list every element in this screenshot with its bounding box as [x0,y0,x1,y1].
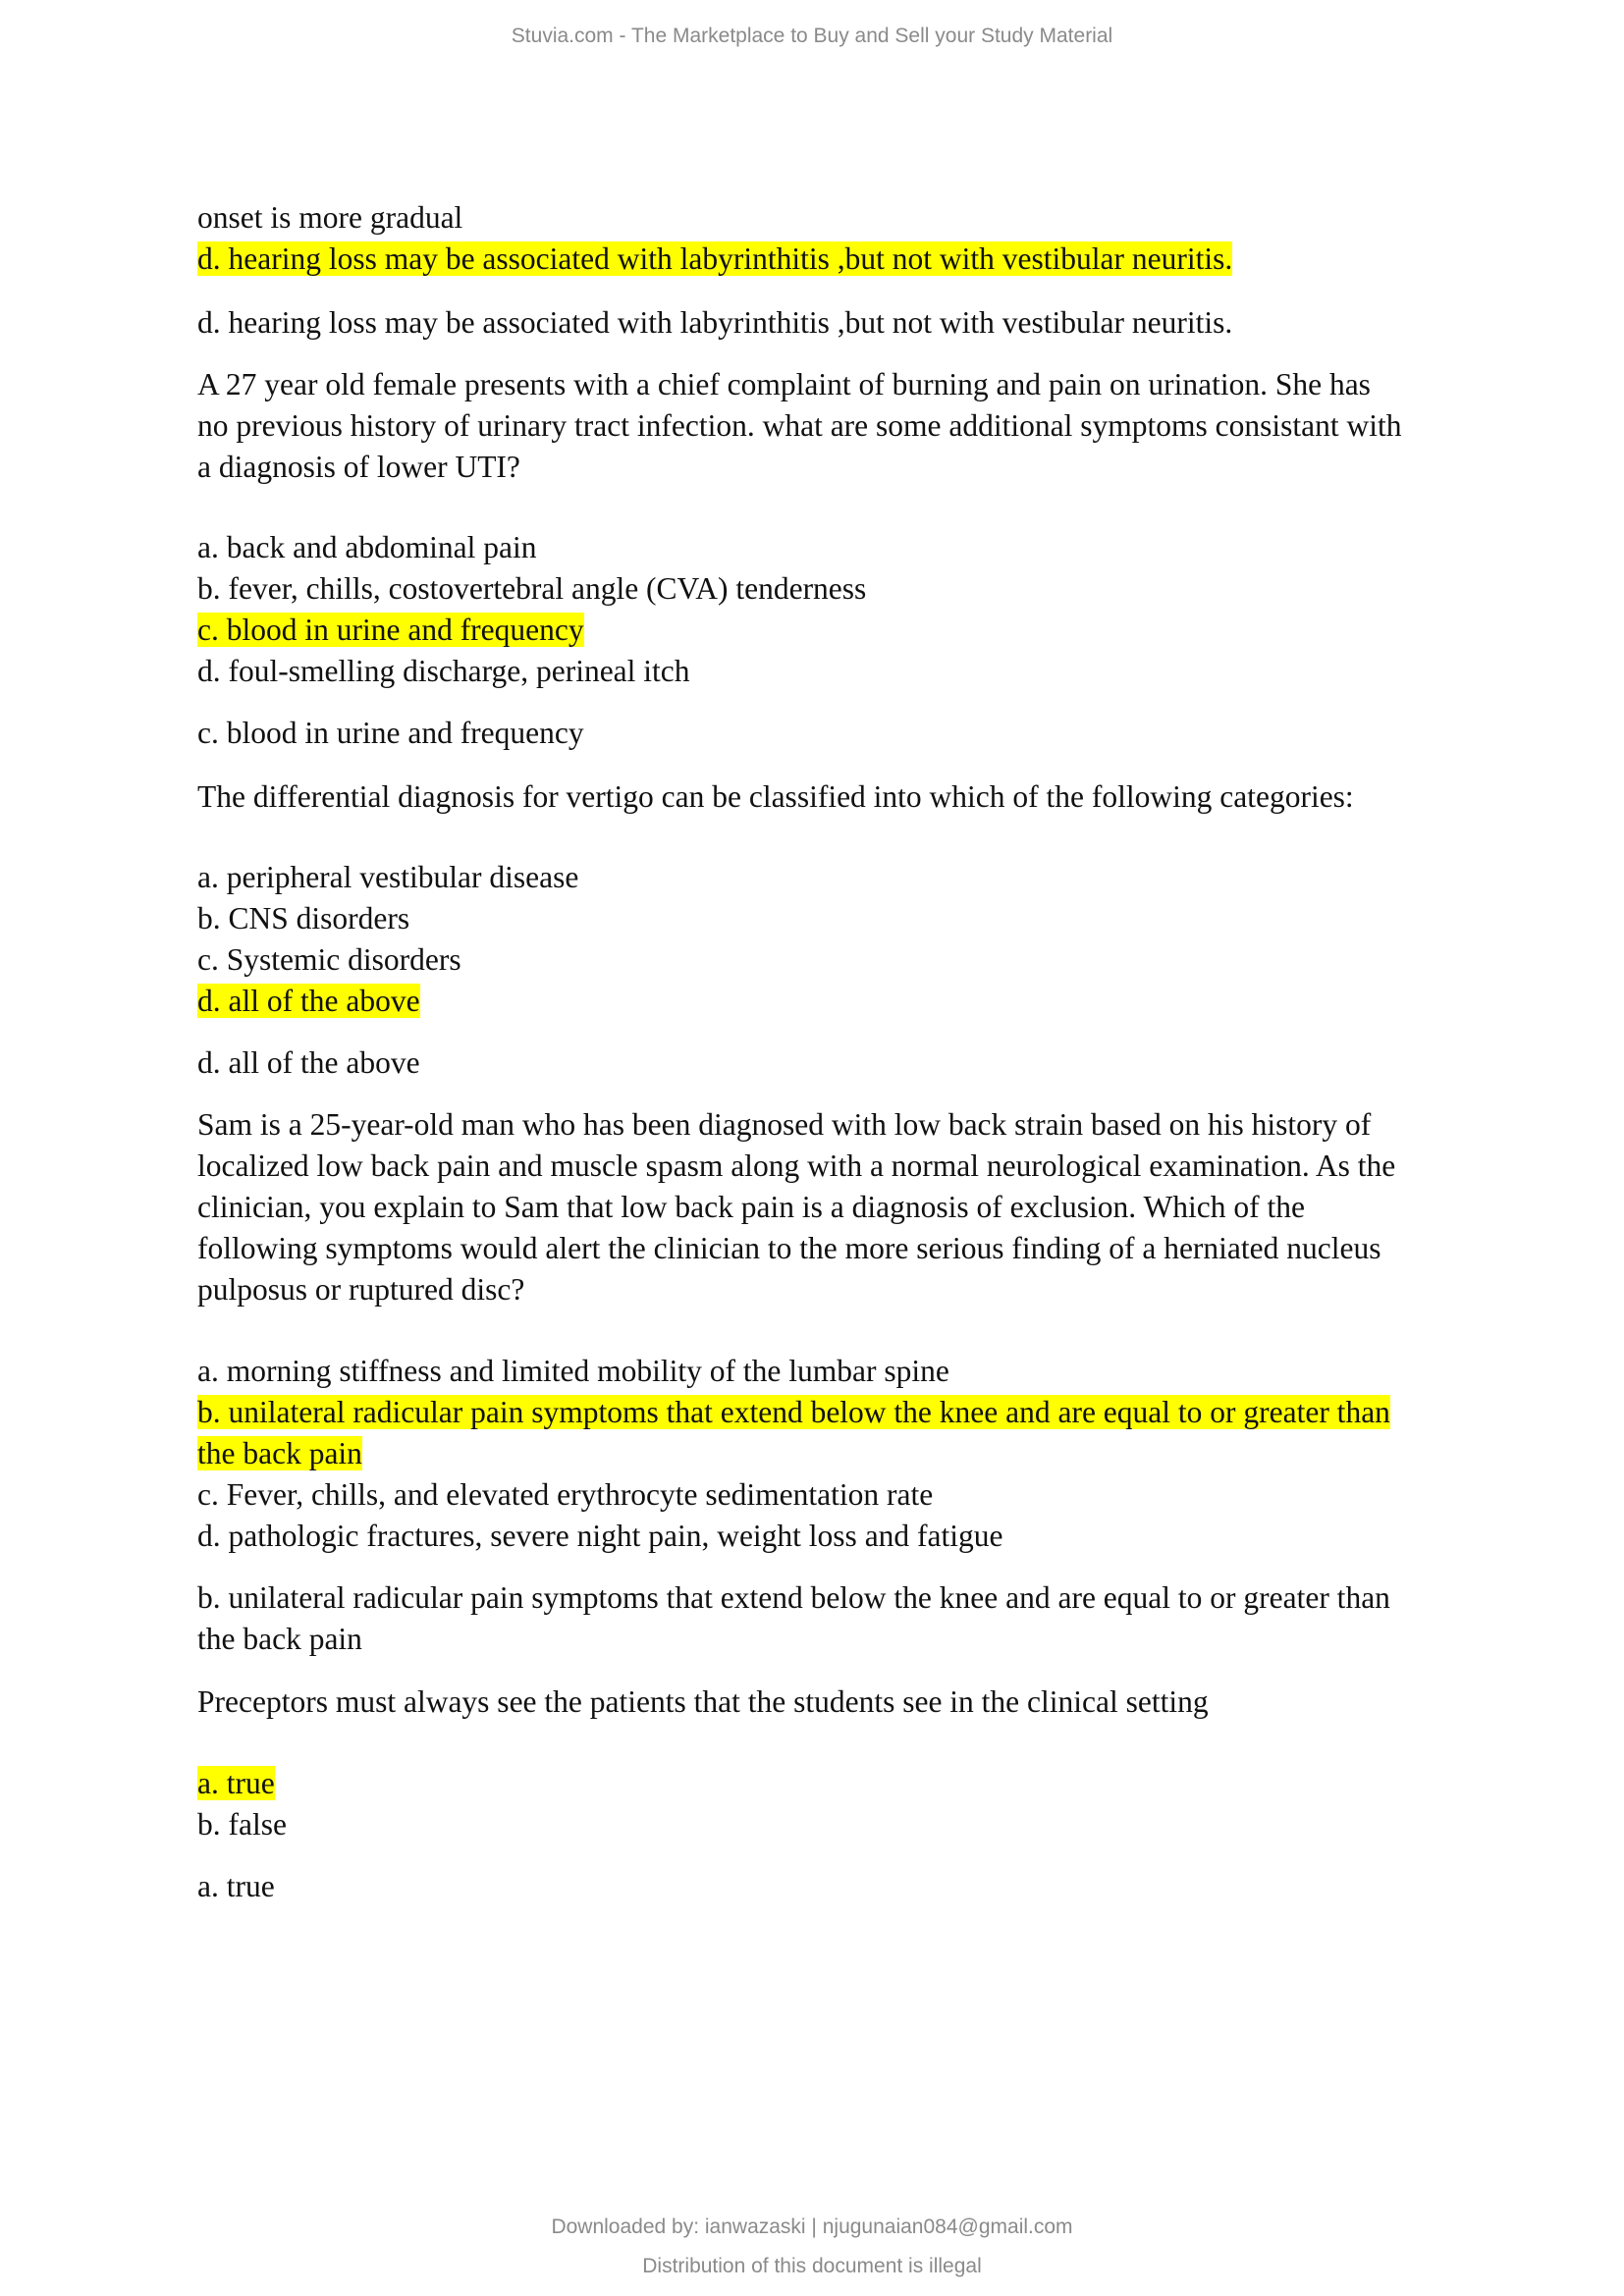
text-line [197,654,690,689]
line-text: c. Systemic disorders [197,942,461,977]
text-line [197,1477,933,1513]
line-text: localized low back pain and muscle spasm along with a normal neurological examination. As the [197,1148,1396,1183]
footer-notice: Distribution of this document is illegal [642,2255,982,2277]
text-line [197,1519,1003,1554]
text-line [197,1807,287,1842]
text-line [197,1045,420,1081]
line-text: the back pain [197,1621,362,1656]
line-text: a. peripheral vestibular disease [197,860,579,894]
text-line [197,530,537,565]
text-line [197,305,1232,341]
line-text: clinician, you explain to Sam that low back pain is a diagnosis of exclusion. Which of the [197,1190,1305,1224]
line-text: a. true [197,1868,275,1903]
text-line [197,1272,524,1308]
line-text: d. pathologic fractures, severe night pain, weight loss and fatigue [197,1518,1003,1553]
line-text: A 27 year old female presents with a chief complaint of burning and pain on urination. She has [197,366,1371,401]
text-line [197,1395,1390,1430]
highlighted-answer: the back pain [197,1435,362,1470]
line-text: b. unilateral radicular pain symptoms that extend below the knee and are equal to or greater than [197,1579,1390,1615]
text-line [197,200,462,236]
text-line [197,984,420,1019]
line-text: d. foul-smelling discharge, perineal itch [197,654,690,688]
line-text: Sam is a 25-year-old man who has been diagnosed with low back strain based on his history of [197,1107,1372,1142]
text-line [197,408,1402,444]
text-line [197,571,866,607]
text-line [197,942,461,978]
footer-downloaded-by: Downloaded by: ianwazaski | njugunaian084@gmail.com [551,2216,1073,2238]
line-text: a. morning stiffness and limited mobility of the lumbar spine [197,1353,949,1388]
highlighted-answer: b. unilateral radicular pain symptoms that extend below the knee and are equal to or greater than [197,1394,1390,1429]
text-line [197,1231,1380,1266]
text-line [197,1622,362,1657]
line-text: b. false [197,1806,287,1842]
line-text: b. CNS disorders [197,901,410,935]
text-line [197,613,584,648]
line-text: b. fever, chills, costovertebral angle (CVA) tenderness [197,571,867,606]
text-line [197,716,584,751]
highlighted-answer: d. hearing loss may be associated with labyrinthitis ,but not with vestibular neuritis. [197,241,1233,276]
line-text: a. back and abdominal pain [197,530,537,564]
text-line [197,1107,1371,1143]
line-text: Preceptors must always see the patients that the students see in the clinical setting [197,1684,1209,1719]
text-line [197,1148,1395,1184]
text-line [197,1766,275,1801]
text-line [197,1684,1209,1720]
page-header: Stuvia.com - The Marketplace to Buy and Sell your Study Material [511,25,1113,47]
text-line [197,1190,1305,1225]
highlighted-answer: c. blood in urine and frequency [197,613,584,647]
text-line [197,367,1371,402]
text-line [197,1580,1390,1616]
text-line [197,901,409,936]
line-text: d. hearing loss may be associated with labyrinthitis ,but not with vestibular neuritis. [197,304,1233,340]
text-line [197,860,578,895]
text-line [197,779,1354,815]
line-text: pulposus or ruptured disc? [197,1272,525,1307]
highlighted-answer: d. all of the above [197,984,420,1018]
line-text: a diagnosis of lower UTI? [197,449,520,484]
text-line [197,241,1232,277]
line-text: no previous history of urinary tract infection. what are some additional symptoms consistant with [197,407,1402,443]
text-line [197,1436,362,1471]
line-text: c. blood in urine and frequency [197,716,584,750]
highlighted-answer: a. true [197,1765,275,1800]
line-text: following symptoms would alert the clinician to the more serious finding of a herniated nucleus [197,1231,1381,1265]
line-text: onset is more gradual [197,200,463,235]
text-line [197,1869,275,1904]
text-line [197,1354,949,1389]
line-text: The differential diagnosis for vertigo can be classified into which of the following categories: [197,778,1354,814]
text-line [197,450,520,485]
line-text: d. all of the above [197,1045,420,1080]
line-text: c. Fever, chills, and elevated erythrocyte sedimentation rate [197,1476,934,1512]
